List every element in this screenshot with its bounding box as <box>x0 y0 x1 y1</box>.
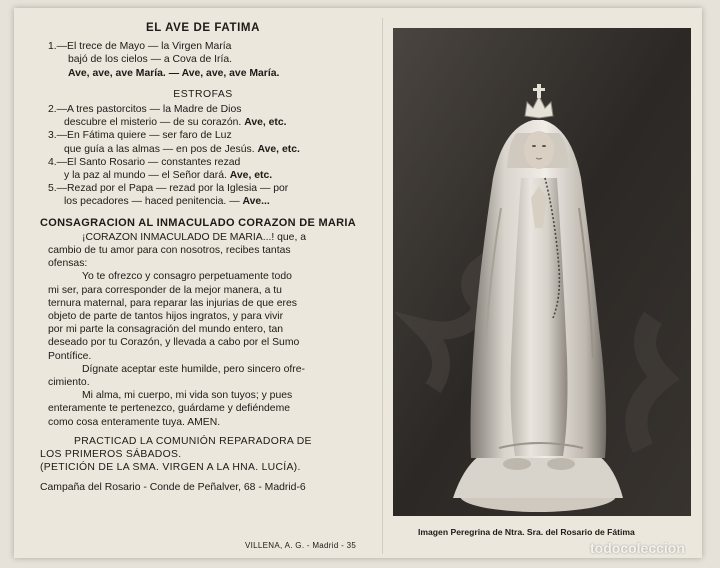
virgin-statue-photo <box>393 28 691 516</box>
verse-tail: Ave, etc. <box>257 143 300 155</box>
estrofas-heading: ESTROFAS <box>173 88 233 100</box>
fold-line <box>382 18 383 554</box>
campana-address: Campaña del Rosario - Conde de Peñalver, 68 - Madrid-6 <box>40 481 306 493</box>
practicad-line: PRACTICAD LA COMUNIÓN REPARADORA DE <box>74 435 312 447</box>
hymn-title: EL AVE DE FATIMA <box>146 22 260 34</box>
statue-illustration <box>393 28 691 516</box>
consagracion-body <box>40 231 366 429</box>
prayer-line: ofensas: <box>48 258 88 270</box>
verse-tail: Ave... <box>242 196 270 208</box>
printer-imprint: VILLENA, A. G. - Madrid - 35 <box>245 541 357 550</box>
verse-text: los pecadores — haced penitencia. — <box>64 196 240 208</box>
prayer-line: por mi parte la consagración del mundo entero, tan <box>48 324 284 336</box>
prayer-line: Yo te ofrezco y consagro perpetuamente todo <box>82 271 292 283</box>
verse-text: que guía a las almas — en pos de Jesús. <box>64 143 255 155</box>
prayer-line: enteramente te pertenezco, guárdame y defiéndeme <box>48 403 291 415</box>
practicad-block <box>40 435 366 475</box>
verse-line: 2.—A tres pastorcitos — la Madre de Dios <box>48 104 242 116</box>
prayer-line: Dígnate aceptar este humilde, pero sincero ofre- <box>82 363 305 375</box>
verse-text: y la paz al mundo — el Señor dará. <box>64 170 227 182</box>
verse-line: 4.—El Santo Rosario — constantes rezad <box>48 156 241 168</box>
verse-line <box>40 195 366 208</box>
watermark: todocoleccion <box>590 540 685 556</box>
consagracion-title: CONSAGRACION AL INMACULADO CORAZON DE MARIA <box>40 216 357 229</box>
prayer-line: ¡CORAZON INMACULADO DE MARIA...! que, a <box>82 231 307 243</box>
verse-line: bajó de los cielos — a Cova de Iría. <box>68 54 233 66</box>
verse-line: 3.—En Fátima quiere — ser faro de Luz <box>48 130 232 142</box>
verse-line: 1.—El trece de Mayo — la Virgen María <box>48 41 232 53</box>
verse-line: 5.—Rezad por el Papa — rezad por la Iglesia — por <box>48 183 289 195</box>
prayer-line: ternura maternal, para reparar las injurias de que eres <box>48 297 297 309</box>
verse-line <box>40 143 366 156</box>
verse-tail: Ave, etc. <box>244 117 287 129</box>
prayer-line: como cosa enteramente tuya. AMEN. <box>48 416 221 428</box>
prayer-text-panel <box>40 22 366 552</box>
verse-line <box>40 116 366 129</box>
prayer-line: cimiento. <box>48 377 90 389</box>
photo-caption: Imagen Peregrina de Ntra. Sra. del Rosario de Fátima <box>418 527 635 537</box>
prayer-line: deseado por tu Corazón, y llevada a cabo por el Sumo <box>48 337 300 349</box>
prayer-line: objeto de parte de tantos hijos ingratos, y para vivir <box>48 311 284 323</box>
practicad-line: (PETICIÓN DE LA SMA. VIRGEN A LA HNA. LUCÍA). <box>40 462 301 474</box>
verse-line <box>40 169 366 182</box>
verse-tail: Ave, etc. <box>229 170 273 182</box>
prayer-line: Pontífice. <box>48 350 92 362</box>
practicad-line: LOS PRIMEROS SÁBADOS. <box>40 449 182 461</box>
verse-text: descubre el misterio — de su corazón. <box>64 117 242 129</box>
refrain: Ave, ave, ave María. — Ave, ave, ave María. <box>68 67 280 79</box>
prayer-line: mi ser, para corresponder de la mejor manera, a tu <box>48 284 282 296</box>
prayer-line: cambio de tu amor para con nosotros, recibes tantas <box>48 245 291 257</box>
prayer-line: Mi alma, mi cuerpo, mi vida son tuyos; y pues <box>82 390 293 402</box>
